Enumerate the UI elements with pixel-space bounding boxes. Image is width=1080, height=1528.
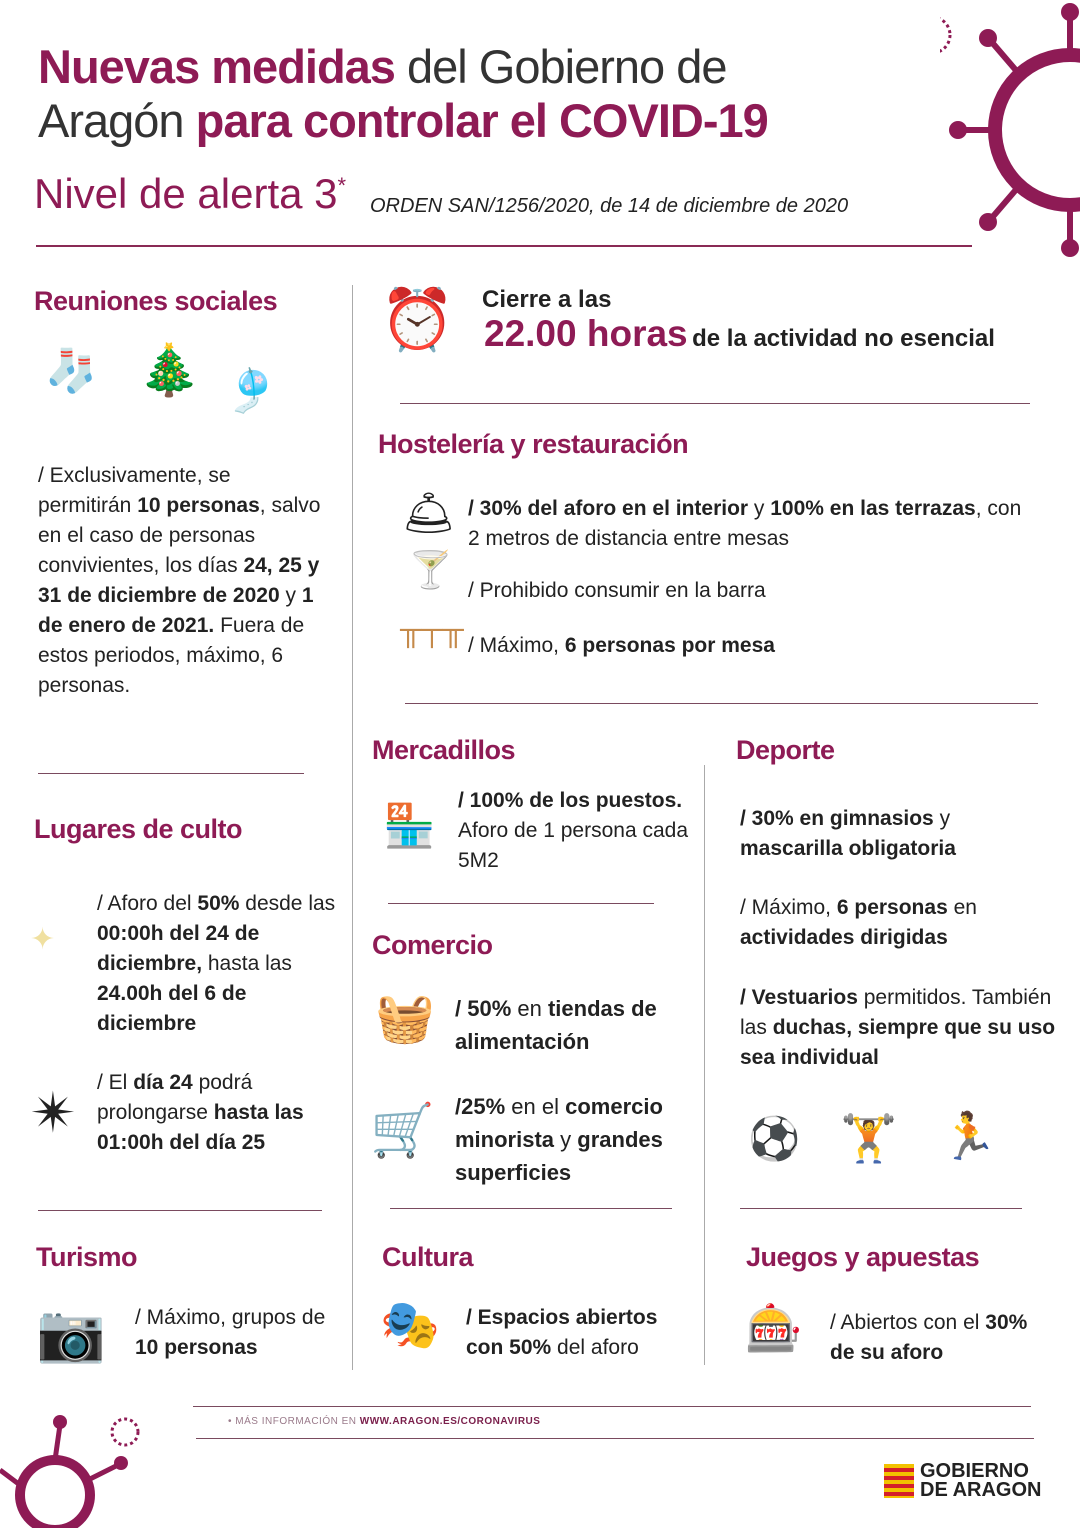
alarm-clock-icon: ⏰ (380, 286, 455, 353)
hosteleria-item (468, 631, 1028, 661)
text-segment: / Máximo, grupos de (135, 1306, 326, 1329)
ornament-icon: 🎐 (225, 367, 278, 414)
divider (388, 903, 654, 904)
text-segment: y (554, 1127, 578, 1152)
text-emphasis: / 30% del aforo en el interior (468, 497, 749, 520)
logo-line: DE ARAGON (920, 1479, 1042, 1501)
text-emphasis: 24, 25 y 31 de diciembre de 2020 (38, 554, 320, 607)
text-segment: / Abiertos con el (830, 1311, 986, 1334)
cierre-line: Cierre a las (482, 286, 612, 313)
text-emphasis: 10 personas (135, 1336, 258, 1359)
alert-level (34, 170, 346, 218)
text-segment: / Prohibido consumir en la barra (468, 579, 766, 602)
divider (193, 1406, 1031, 1407)
page-title (38, 40, 768, 148)
text-segment: Fuera de estos periodos, máximo, 6 personas. (38, 614, 305, 697)
text-emphasis: / 50% (455, 996, 512, 1021)
deporte-item (740, 804, 1040, 864)
juegos-text (830, 1308, 1030, 1368)
text-emphasis: 00:00h del 24 de diciembre, (97, 922, 260, 975)
text-emphasis: / Vestuarios (740, 986, 858, 1009)
hosteleria-item (468, 494, 1028, 554)
sparkle-icon: ✦ (30, 923, 56, 956)
more-info (228, 1416, 540, 1427)
logo-line: GOBIERNO (920, 1460, 1029, 1482)
cierre-hour: 22.00 horas (484, 313, 688, 354)
section-heading-cultura: Cultura (382, 1242, 473, 1272)
text-emphasis: / 30% en gimnasios (740, 807, 934, 830)
virus-decoration-icon (940, 0, 1080, 260)
section-heading-comercio: Comercio (372, 930, 493, 960)
cierre-time (484, 313, 995, 355)
divider (196, 1438, 1034, 1439)
reuniones-text (38, 461, 323, 701)
title-text: Aragón (38, 94, 196, 147)
text-emphasis: 30% de su aforo (830, 1311, 1028, 1364)
text-emphasis: /25% (455, 1094, 506, 1119)
text-emphasis: 10 personas (137, 494, 260, 517)
text-segment: desde las (239, 892, 336, 915)
camera-icon: 📷 (36, 1301, 106, 1364)
shopping-cart-icon: 🛒 (370, 1102, 435, 1160)
divider (36, 245, 972, 247)
text-segment: / Aforo del (97, 892, 198, 915)
alert-level-text: Nivel de alerta 3 (34, 170, 338, 217)
text-segment: y (748, 497, 771, 520)
text-segment: podrá prolongarse (97, 1071, 253, 1124)
text-emphasis: hasta las 01:00h del día 25 (97, 1101, 304, 1154)
text-segment: del aforo (551, 1336, 639, 1359)
section-heading-reuniones: Reuniones sociales (34, 286, 278, 316)
text-emphasis: 50% (197, 892, 240, 915)
text-emphasis: comercio minorista (455, 1094, 663, 1152)
section-heading-turismo: Turismo (36, 1242, 138, 1272)
column-divider (704, 765, 705, 1365)
christmas-tree-icon: 🎄 (138, 342, 201, 398)
text-emphasis: día 24 (133, 1071, 193, 1094)
gobierno-aragon-logo (884, 1462, 1041, 1500)
section-heading-mercadillos: Mercadillos (372, 735, 516, 765)
weightlifter-icon: 🏋 (840, 1112, 898, 1164)
text-emphasis: grandes superficies (455, 1127, 663, 1185)
deporte-item (740, 983, 1060, 1073)
culto-item (97, 1068, 337, 1158)
text-segment: / Máximo, (468, 634, 565, 657)
comercio-item (455, 992, 695, 1058)
text-emphasis: 100% en las terrazas (770, 497, 976, 520)
alert-footnote-mark: * (337, 173, 347, 198)
runner-icon: 🏃 (940, 1110, 998, 1162)
text-segment: / Exclusivamente, se permitirán (38, 464, 231, 517)
more-info-link[interactable]: WWW.ARAGON.ES/CORONAVIRUS (359, 1416, 541, 1427)
section-heading-culto: Lugares de culto (34, 814, 243, 844)
market-stall-icon: 🏪 (383, 802, 436, 849)
section-heading-hosteleria: Hostelería y restauración (378, 429, 689, 459)
order-reference: ORDEN SAN/1256/2020, de 14 de diciembre de 2020 (370, 195, 849, 217)
divider (390, 1208, 672, 1209)
text-emphasis: 6 personas (836, 896, 948, 919)
turismo-text (135, 1303, 345, 1363)
column-divider (352, 285, 353, 1370)
star-icon: ✴ (30, 1081, 77, 1144)
text-segment: permitidos. También las (740, 986, 1052, 1039)
cocktail-icon: 🍸 (408, 549, 453, 590)
text-emphasis: 6 personas por mesa (564, 634, 775, 657)
hosteleria-item (468, 576, 1028, 606)
text-emphasis: / 100% de los puestos. (458, 789, 683, 812)
divider (405, 703, 1038, 704)
text-segment: en (511, 996, 548, 1021)
divider (38, 1210, 322, 1211)
christmas-stocking-icon: 🧦 (45, 347, 98, 394)
text-segment: Aforo de 1 persona cada 5M2 (458, 819, 688, 872)
divider (400, 403, 1030, 404)
divider (740, 1208, 1022, 1209)
text-segment: / Máximo, (740, 896, 837, 919)
comercio-item (455, 1090, 700, 1189)
aragon-flag-icon (884, 1464, 914, 1498)
table-chairs-icon: ╥┬╥ (400, 613, 464, 646)
text-emphasis: tiendas de alimentación (455, 996, 657, 1054)
grocery-basket-icon: 🧺 (375, 992, 435, 1045)
soccer-ball-icon: ⚽ (748, 1115, 801, 1162)
text-emphasis: / Espacios abiertos con 50% (466, 1306, 658, 1359)
text-segment: en (947, 896, 977, 919)
virus-decoration-icon (0, 1410, 150, 1528)
section-heading-deporte: Deporte (736, 735, 835, 765)
text-segment: en el (505, 1094, 566, 1119)
cierre-rest: de la actividad no esencial (692, 325, 995, 352)
text-segment: , con 2 metros de distancia entre mesas (468, 497, 1022, 550)
poker-chips-icon: 🎰 (745, 1302, 803, 1354)
title-highlight: para controlar el COVID-19 (195, 94, 768, 147)
section-heading-juegos: Juegos y apuestas (746, 1242, 980, 1272)
theater-masks-icon: 🎭 (380, 1299, 440, 1352)
cloche-icon: 🛎 (402, 489, 456, 536)
more-info-label: • MÁS INFORMACIÓN EN (228, 1416, 360, 1427)
text-emphasis: actividades dirigidas (740, 926, 948, 949)
divider (38, 773, 304, 774)
text-emphasis: 24.00h del 6 de diciembre (97, 982, 247, 1035)
text-segment: , salvo en el caso de personas convivientes, los días (38, 494, 321, 577)
culto-item (97, 889, 347, 1039)
text-emphasis: duchas, siempre que su uso sea individual (740, 1016, 1056, 1069)
text-segment: hasta las (202, 952, 292, 975)
title-text: del Gobierno de (394, 40, 727, 93)
text-segment: / El (97, 1071, 134, 1094)
text-emphasis: mascarilla obligatoria (740, 837, 956, 860)
title-highlight: Nuevas medidas (38, 40, 395, 93)
text-segment: y (933, 807, 951, 830)
text-emphasis: 1 de enero de 2021. (38, 584, 314, 637)
mercadillos-text (458, 786, 688, 876)
deporte-item (740, 893, 1040, 953)
cultura-text (466, 1303, 696, 1363)
text-segment: y (279, 584, 302, 607)
